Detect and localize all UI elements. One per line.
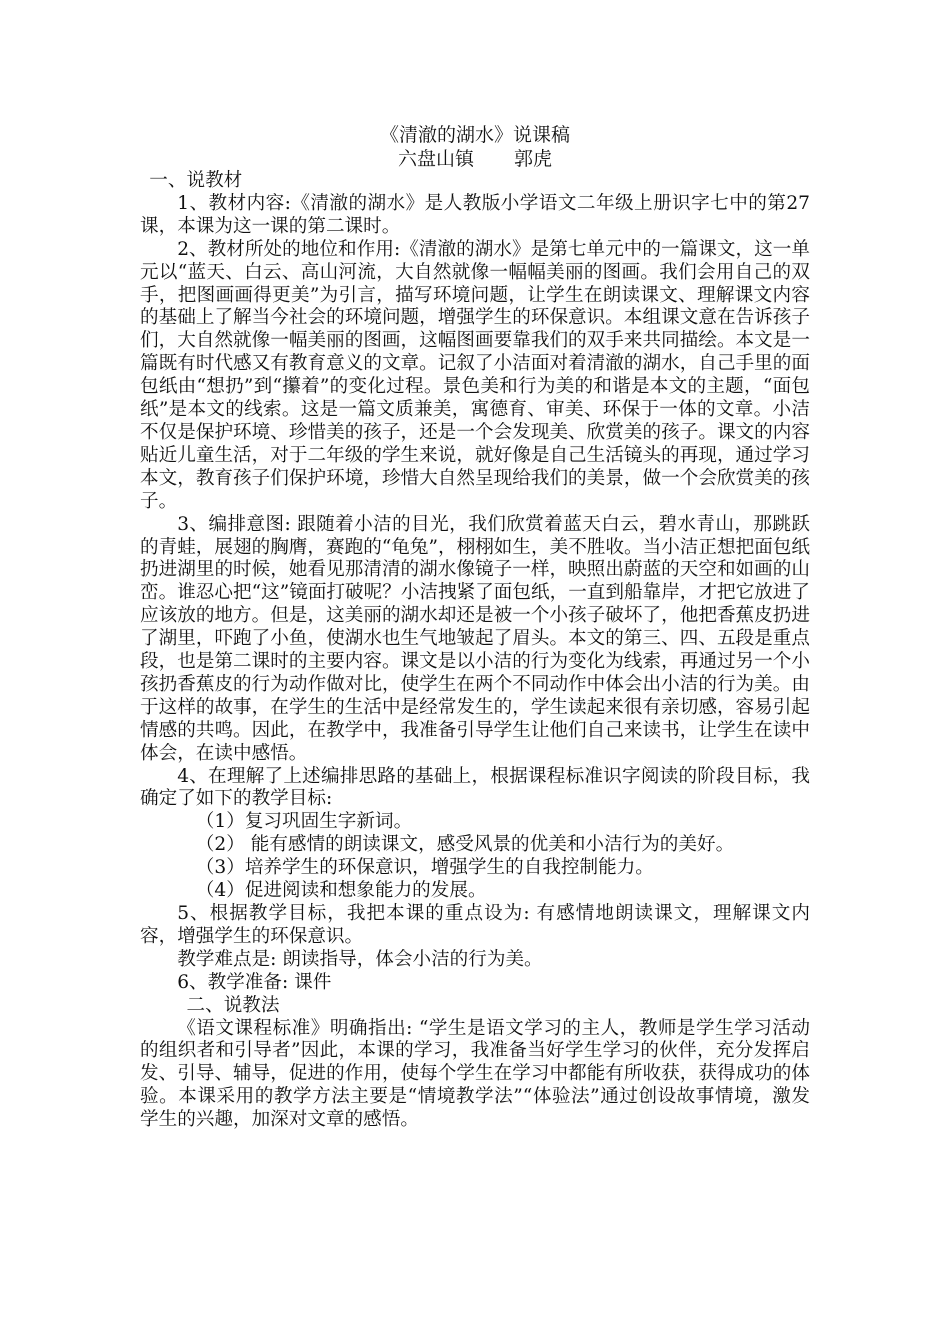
paragraph-difficulty: 教学难点是: 朗读指导，体会小洁的行为美。	[177, 948, 543, 970]
paragraph-arrangement: 3、编排意图: 跟随着小洁的目光，我们欣赏着蓝天白云，碧水青山，那跳跃的青蛙，展翅的胸膺，赛跑的“龟兔”，栩栩如生，美不胜收。当小洁正想把面包纸扔进湖里的时候，她看见那清清的湖水像镜子一样，映照出蔚蓝的天空和如画的山峦。谁忍心把“这”镜面打破呢？小洁拽紧了面包纸，一直到船靠岸，才把它放进了应该放的地方。但是，这美丽的湖水却还是被一个小孩子破坏了，他把香蕉皮扔进了湖里，吓跑了小鱼，使湖水也生气地皱起了眉头。本文的第三、四、五段是重点段，也是第二课时的主要内容。课文是以小洁的行为变化为线索，再通过另一个小孩扔香蕉皮的行为动作做对比，使学生在两个不同动作中体会出小洁的行为美。由于这样的故事，在学生的生活中是经常发生的，学生读起来很有亲切感，容易引起情感的共鸣。因此，在教学中，我准备引导学生让他们自己来读书，让学生在读中体会，在读中感悟。	[140, 513, 810, 764]
objective-2: （2） 能有感情的朗读课文，感受风景的优美和小洁行为的美好。	[195, 834, 735, 856]
document-author-line	[0, 147, 950, 171]
objective-1: （1）复习巩固生字新词。	[195, 811, 413, 833]
document-body	[140, 170, 810, 1132]
paragraph-method: 《语文课程标准》明确指出: “学生是语文学习的主人，教师是学生学习活动的组织者和引导者”因此，本课的学习，我准备当好学生学习的伙伴，充分发挥启发、引导、辅导，促进的作用，使每个学生在学习中都能有所收获，获得成功的体验。本课采用的教学方法主要是“情境教学法”“体验法”通过创设故事情境，激发学生的兴趣，加深对文章的感悟。	[140, 1017, 810, 1131]
section-heading-teaching-method: 二、说教法	[186, 994, 280, 1016]
section-heading-teaching-material: 一、说教材	[149, 170, 243, 191]
paragraph-preparation: 6、教学准备: 课件	[177, 971, 332, 993]
paragraph-key-points: 5、根据教学目标，我把本课的重点设为: 有感情地朗读课文，理解课文内容，增强学生的环保意识。	[140, 903, 810, 947]
objective-3: （3）培养学生的环保意识，增强学生的自我控制能力。	[195, 857, 654, 879]
document-title: 《清澈的湖水》说课稿	[379, 124, 570, 146]
paragraph-position: 2、教材所处的地位和作用:《清澈的湖水》是第七单元中的一篇课文，这一单元以“蓝天、白云、高山河流，大自然就像一幅幅美丽的图画。我们会用自己的双手，把图画画得更美”为引言，描写环境问题，让学生在朗读课文、理解课文内容的基础上了解当今社会的环境问题，增强学生的环保意识。本组课文意在告诉孩子们，大自然就像一幅美丽的图画，这幅图画要靠我们的双手来共同描绘。本文是一篇既有时代感又有教育意义的文章。记叙了小洁面对着清澈的湖水，自己手里的面包纸由“想扔”到“攥着”的变化过程。景色美和行为美的和谐是本文的主题，“面包纸”是本文的线索。这是一篇文质兼美，寓德育、审美、环保于一体的文章。小洁不仅是保护环境、珍惜美的孩子，还是一个会发现美、欣赏美的孩子。课文的内容贴近儿童生活，对于二年级的学生来说，就好像是自己生活镜头的再现，通过学习本文，教育孩子们保护环境，珍惜大自然呈现给我们的美景，做一个会欣赏美的孩子。	[140, 238, 810, 512]
author-name: 郭虎	[514, 148, 553, 170]
author-place: 六盘山镇	[397, 148, 474, 170]
paragraph-content: 1、教材内容:《清澈的湖水》是人教版小学语文二年级上册识字七中的第27课，本课为这一课的第二课时。	[140, 192, 810, 237]
objective-4: （4）促进阅读和想象能力的发展。	[195, 880, 487, 902]
paragraph-goals-intro: 4、在理解了上述编排思路的基础上，根据课程标准识字阅读的阶段目标，我确定了如下的教学目标:	[140, 765, 810, 810]
